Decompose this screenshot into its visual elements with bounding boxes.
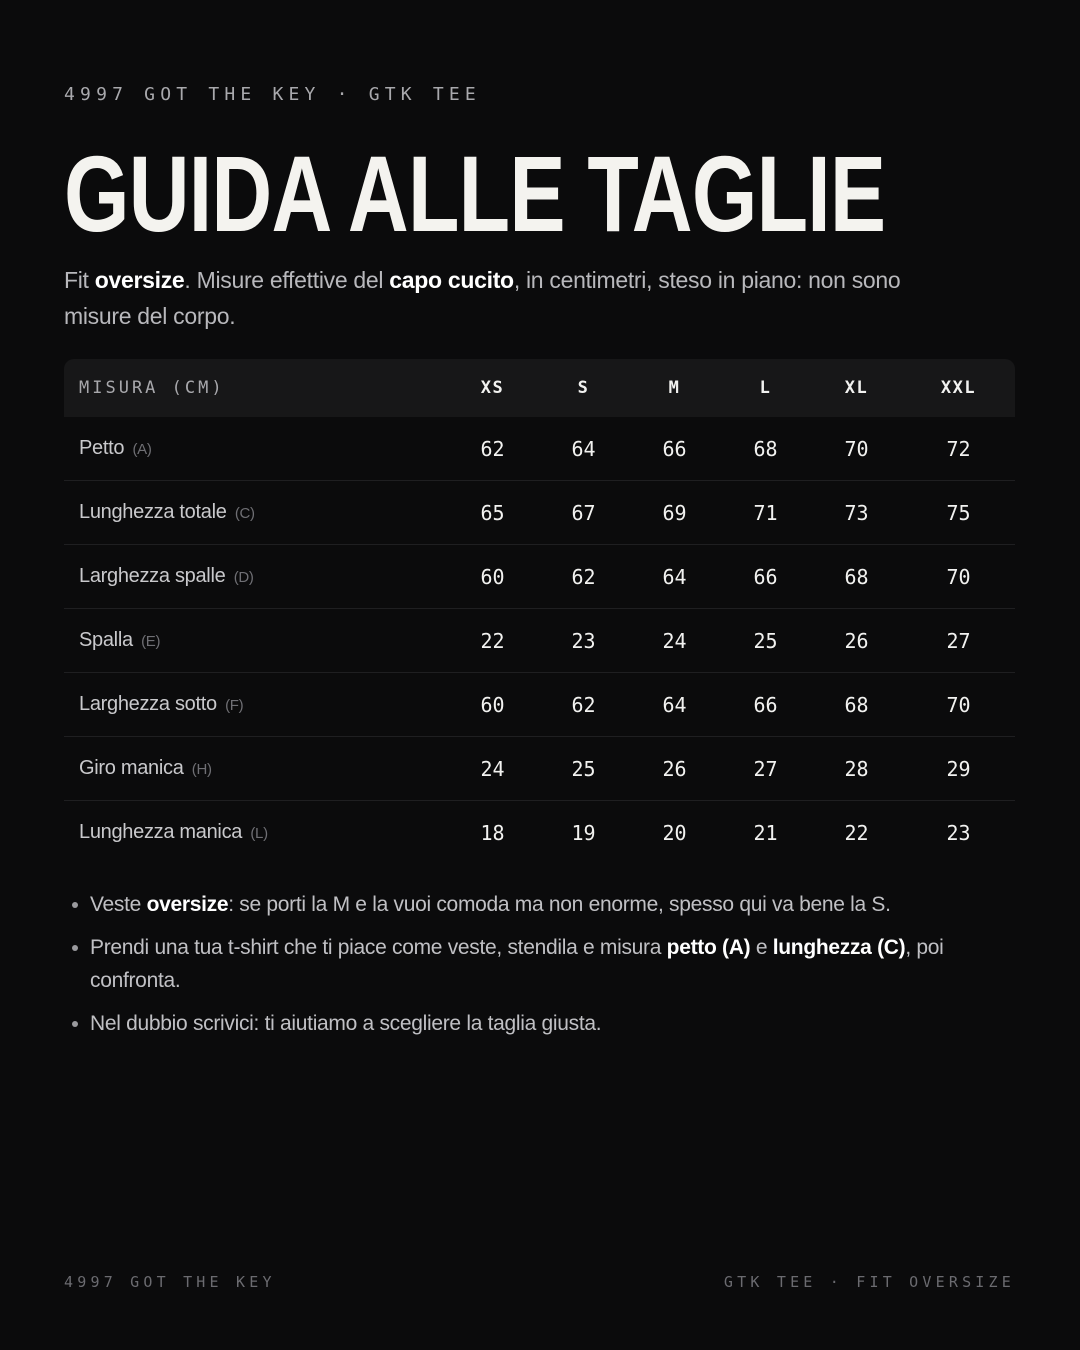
value-cell-m: 24 (629, 609, 720, 673)
note-3-text-1: Nel dubbio scrivici: ti aiutiamo a scegliere la taglia giusta. (90, 1012, 602, 1035)
value-cell-xs: 60 (447, 673, 538, 737)
measure-code: (D) (233, 569, 254, 586)
value-cell-s: 62 (538, 673, 629, 737)
value-cell-l: 21 (753, 820, 778, 845)
note-1-bold: oversize (146, 893, 229, 916)
measure-label: Spalla (79, 629, 133, 651)
footer-product: GTK TEE · FIT OVERSIZE (723, 1273, 1015, 1291)
table-row (64, 737, 1015, 801)
note-2-bold-petto: petto (A) (666, 936, 751, 959)
lead-text-3: , in centimetri, steso in piano: non sono misure del corpo. (64, 267, 901, 329)
value-cell-xxl: 23 (946, 820, 971, 845)
row-label-cell (64, 417, 447, 481)
row-label-cell (64, 545, 447, 609)
value-cell-l: 25 (720, 609, 811, 673)
value-cell-l: 66 (720, 545, 811, 609)
measure-label: Lunghezza totale (79, 501, 227, 523)
note-2-text-3: , poi confronta. (90, 936, 944, 992)
value-cell-l: 68 (720, 417, 811, 481)
value-cell-xl: 26 (811, 609, 902, 673)
note-1-text-1: Veste (90, 893, 147, 916)
value-cell-xl: 73 (811, 481, 902, 545)
note-2-text-1: Prendi una tua t-shirt che ti piace come veste, stendila e misura (90, 936, 667, 959)
table-body (64, 417, 1015, 864)
row-label-cell (64, 673, 447, 737)
fit-notes-list (64, 888, 1004, 1050)
row-label-cell (64, 609, 447, 673)
value-cell-m: 64 (629, 673, 720, 737)
size-guide-page (64, 0, 1015, 1350)
table-row (64, 545, 1015, 609)
header-measure: MISURA (CM) (79, 378, 225, 398)
measure-code: (F) (225, 697, 244, 714)
page-title: GUIDA ALLE TAGLIE (64, 133, 886, 254)
value-cell-m: 66 (629, 417, 720, 481)
bullet-dot (72, 902, 78, 908)
measure-code: (L) (250, 825, 268, 842)
table-row (64, 609, 1015, 673)
table-row (64, 417, 1015, 481)
value-cell-s: 19 (571, 820, 596, 845)
value-cell-l: 27 (720, 737, 811, 801)
value-cell-xs: 62 (447, 417, 538, 481)
value-cell-xxl: 27 (902, 609, 1015, 673)
row-label-cell (64, 737, 447, 801)
table-row (64, 481, 1015, 545)
value-cell-m: 64 (629, 545, 720, 609)
value-cell-xs: 24 (447, 737, 538, 801)
value-cell-m: 69 (629, 481, 720, 545)
table-header-row (64, 359, 1015, 417)
header-size-s: S (577, 378, 590, 398)
value-cell-s: 62 (538, 545, 629, 609)
measure-label: Giro manica (79, 757, 184, 779)
lead-bold-oversize: oversize (94, 267, 185, 293)
note-contact (64, 1007, 1004, 1040)
value-cell-m: 26 (629, 737, 720, 801)
value-cell-xl: 68 (811, 673, 902, 737)
value-cell-xs: 60 (447, 545, 538, 609)
footer-brand: 4997 GOT THE KEY (64, 1273, 276, 1291)
header-size-xxl: XXL (940, 378, 977, 398)
header-size-xl: XL (844, 378, 869, 398)
table-row (64, 801, 1015, 865)
value-cell-l: 66 (720, 673, 811, 737)
lead-text-1: Fit (64, 267, 95, 293)
header-size-l: L (759, 378, 772, 398)
measure-code: (A) (132, 441, 152, 458)
value-cell-s: 23 (538, 609, 629, 673)
header-size-xs: XS (480, 378, 505, 398)
brand-kicker: 4997 GOT THE KEY · GTK TEE (64, 84, 481, 105)
value-cell-s: 64 (538, 417, 629, 481)
note-measure-tshirt (64, 931, 1004, 997)
measure-label: Lunghezza manica (79, 821, 243, 843)
value-cell-xxl: 70 (902, 673, 1015, 737)
value-cell-xs: 65 (447, 481, 538, 545)
value-cell-l: 71 (720, 481, 811, 545)
value-cell-s: 67 (538, 481, 629, 545)
value-cell-xl: 28 (811, 737, 902, 801)
note-oversize (64, 888, 1004, 921)
value-cell-xl: 70 (811, 417, 902, 481)
measure-label: Petto (79, 437, 125, 459)
note-1-text-2: : se porti la M e la vuoi comoda ma non enorme, spesso qui va bene la S. (228, 893, 891, 916)
value-cell-xxl: 29 (902, 737, 1015, 801)
row-label-cell (64, 481, 447, 545)
size-table (64, 359, 1015, 864)
note-2-bold-lunghezza: lunghezza (C) (772, 936, 906, 959)
measure-code: (C) (234, 505, 255, 522)
value-cell-xl: 22 (844, 820, 869, 845)
row-label-cell (64, 801, 447, 865)
note-2-text-2: e (750, 936, 773, 959)
bullet-dot (72, 945, 78, 951)
value-cell-xxl: 72 (902, 417, 1015, 481)
lead-paragraph (64, 262, 954, 334)
size-table-container (64, 359, 1015, 864)
value-cell-s: 25 (538, 737, 629, 801)
measure-code: (H) (191, 761, 212, 778)
value-cell-m: 20 (662, 820, 687, 845)
value-cell-xs: 18 (480, 820, 505, 845)
lead-text-2: . Misure effettive del (184, 267, 390, 293)
bullet-dot (72, 1021, 78, 1027)
table-row (64, 673, 1015, 737)
value-cell-xl: 68 (811, 545, 902, 609)
header-size-m: M (668, 378, 681, 398)
measure-label: Larghezza spalle (79, 565, 226, 587)
lead-bold-capo-cucito: capo cucito (389, 267, 514, 293)
value-cell-xxl: 70 (902, 545, 1015, 609)
value-cell-xxl: 75 (902, 481, 1015, 545)
measure-code: (E) (141, 633, 161, 650)
value-cell-xs: 22 (447, 609, 538, 673)
measure-label: Larghezza sotto (79, 693, 217, 715)
